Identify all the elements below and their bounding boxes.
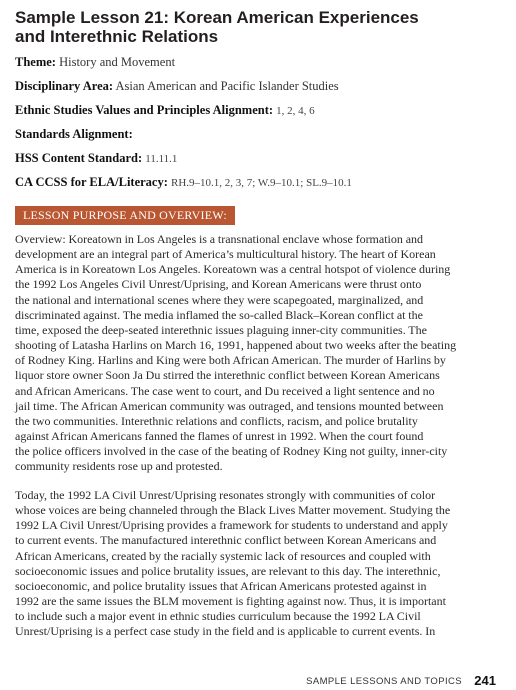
theme-label: Theme: [15, 55, 56, 69]
disciplinary-area-value: Asian American and Pacific Islander Studies [115, 79, 339, 93]
ccss-value: RH.9–10.1, 2, 3, 7; W.9–10.1; SL.9–10.1 [171, 177, 352, 189]
text-line: Today, the 1992 LA Civil Unrest/Uprising resonates strongly with communities of color [15, 488, 436, 502]
section-heading-banner: LESSON PURPOSE AND OVERVIEW: [15, 206, 235, 225]
text-line: jail time. The African American community was outraged, and tensions mounted between [15, 398, 444, 413]
lesson-title-line-2: and Interethnic Relations [15, 27, 219, 46]
values-alignment-value: 1, 2, 4, 6 [276, 105, 315, 117]
hss-standard-row [15, 151, 505, 167]
ccss-label: CA CCSS for ELA/Literacy: [15, 175, 168, 189]
standards-alignment-label: Standards Alignment: [15, 127, 133, 141]
values-alignment-label: Ethnic Studies Values and Principles Alignment: [15, 103, 274, 117]
theme-value: History and Movement [59, 55, 176, 69]
relevance-paragraph [15, 488, 503, 640]
text-line: socioeconomic issues and police brutality issues, are relevant to this day. The interethnic, [15, 563, 441, 578]
text-line: America is in Koreatown Los Angeles. Koreatown was a central hotspot of violence during [15, 262, 451, 277]
text-line: African Americans, created by the racially systemic lack of resources and coupled with [15, 548, 431, 563]
text-line: of Rodney King. Harlins and King were both African American. The murder of Harlins by [15, 353, 446, 368]
lesson-title-line-1: Sample Lesson 21: Korean American Experiences [15, 8, 419, 27]
disciplinary-area-row [15, 79, 505, 94]
text-line: to include such a major event in ethnic studies curriculum because the 1992 LA Civil [15, 609, 421, 624]
hss-standard-value: 11.11.1 [145, 153, 178, 165]
page-number: 241 [474, 673, 496, 688]
lesson-title [15, 8, 505, 46]
ccss-row [15, 175, 505, 191]
text-line: the national and international scenes where they were scapegoated, marginalized, and [15, 292, 424, 307]
text-line: discriminated against. The media inflamed the so-called Black–Korean conflict at the [15, 307, 423, 322]
text-line: 1992 LA Civil Unrest/Uprising provides a framework for students to understand and apply [15, 518, 448, 533]
text-line: Overview: Koreatown in Los Angeles is a transnational enclave whose formation and [15, 232, 424, 246]
text-line: the 1992 Los Angeles Civil Unrest/Uprising, and Korean Americans were thrust onto [15, 277, 422, 292]
text-line: Unrest/Uprising is a perfect case study in the field and is applicable to current events. In [15, 624, 436, 639]
hss-standard-label: HSS Content Standard: [15, 151, 143, 165]
text-line: against African Americans fanned the flames of unrest in 1992. When the court found [15, 429, 424, 444]
text-line: socioeconomic, and police brutality issues that African Americans protested against in [15, 578, 427, 593]
text-line: development are an integral part of America’s multicultural history. The heart of Korean [15, 247, 436, 262]
text-line: 1992 are the same issues the BLM movement is fighting against now. Thus, it is important [15, 594, 446, 609]
text-line: to current events. The manufactured interethnic conflict between Korean Americans and [15, 533, 437, 548]
footer-section-label: SAMPLE LESSONS AND TOPICS [306, 676, 462, 687]
text-line: and African Americans. The case went to court, and Du received a light sentence and no [15, 383, 435, 398]
text-line: community residents rose up and protested. [15, 459, 223, 474]
overview-paragraph [15, 232, 503, 475]
text-line: the police officers involved in the case of the beating of Rodney King not guilty, inner-city [15, 444, 448, 459]
text-line: time, exposed the deep-seated interethnic issues plaguing inner-city communities. The [15, 322, 427, 337]
values-alignment-row [15, 103, 505, 119]
disciplinary-area-label: Disciplinary Area: [15, 79, 114, 93]
text-line: liquor store owner Soon Ja Du stirred the interethnic conflict between Korean Americans [15, 368, 440, 383]
text-line: whose voices are being channeled through the Black Lives Matter movement. Studying the [15, 503, 451, 518]
text-line: the two communities. Interethnic relations and conflicts, racism, and police brutality [15, 413, 418, 428]
text-line: shooting of Latasha Harlins on March 16, 1991, happened about two weeks after the beating [15, 338, 457, 353]
standards-alignment-row [15, 127, 505, 142]
theme-row [15, 55, 505, 70]
